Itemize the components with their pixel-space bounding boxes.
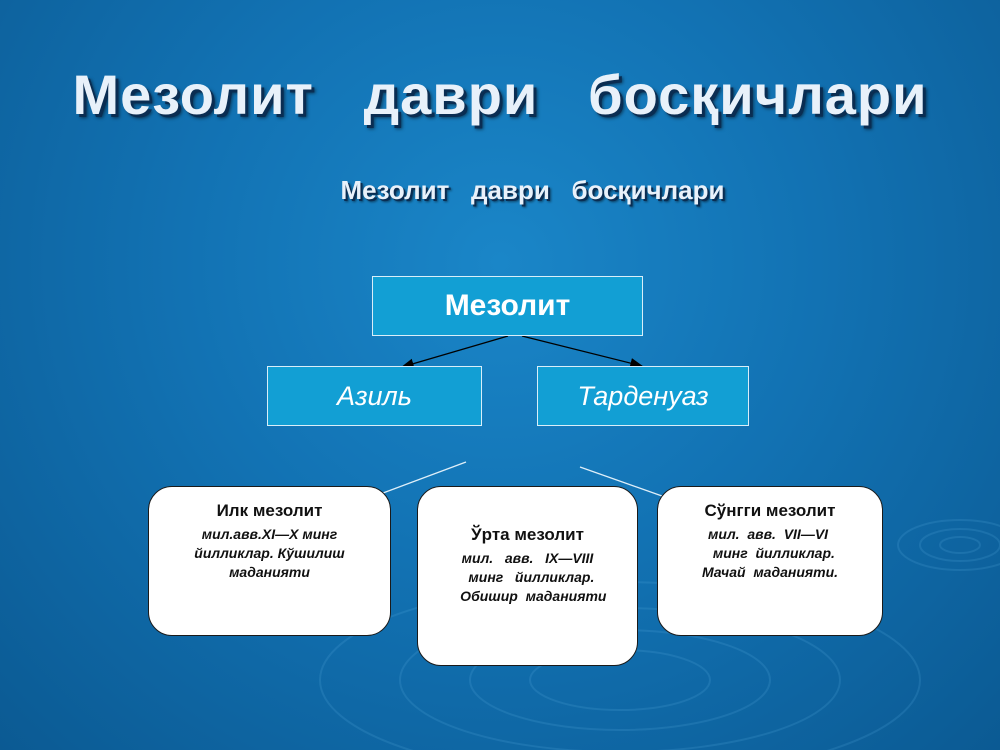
card-body: мил. авв. IX—VIII минг йилликлар. Обишир маданияти: [460, 550, 607, 604]
card-heading: Сўнгги мезолит: [704, 501, 836, 520]
card-late-mesolithic: [657, 486, 883, 636]
slide-title: Мезолит даври босқичлари: [72, 63, 928, 126]
slide-subtitle: Мезолит даври босқичлари: [340, 175, 725, 205]
card-body: мил.авв.XI—X минг йилликлар. Кўшилиш маданияти: [194, 526, 345, 580]
branch-node-azil: Азиль: [267, 366, 482, 426]
card-heading: Илк мезолит: [216, 501, 323, 520]
arrow-to-tardenuaz: [522, 336, 642, 366]
card-heading: Ўрта мезолит: [471, 525, 584, 544]
root-node-mezolit: Мезолит: [372, 276, 643, 336]
card-middle-mesolithic: [417, 486, 638, 666]
card-body: мил. авв. VII—VI минг йилликлар. Мачай маданияти.: [701, 526, 839, 580]
card-early-mesolithic: [148, 486, 391, 636]
arrow-to-azil: [402, 336, 508, 367]
branch-node-tardenuaz: Тарденуаз: [537, 366, 749, 426]
